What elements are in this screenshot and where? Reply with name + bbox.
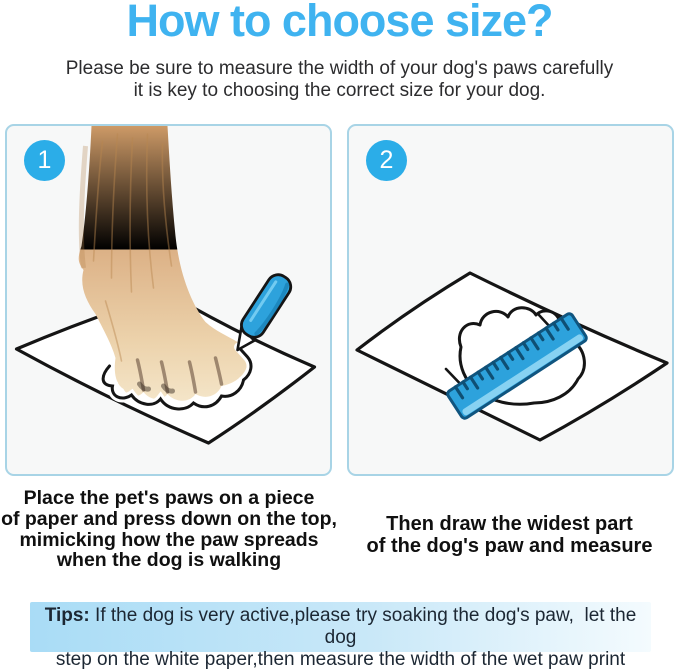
step-2-caption-line-1: Then draw the widest part xyxy=(386,513,633,535)
tips-line-1 xyxy=(30,605,651,649)
step-2-number-badge: 2 xyxy=(366,140,407,181)
tips-line-2: step on the white paper,then measure the width of the wet paw print xyxy=(55,649,626,670)
page-title: How to choose size? xyxy=(126,0,553,46)
step-1-number-badge: 1 xyxy=(24,140,65,181)
subtitle-line-1: Please be sure to measure the width of your dog's paws carefully xyxy=(65,58,614,79)
step-1-caption xyxy=(0,488,338,571)
subtitle-line-2: it is key to choosing the correct size for your dog. xyxy=(133,80,546,101)
step-1-illustration xyxy=(7,126,330,474)
tips-banner xyxy=(30,602,651,670)
step-1-caption-line-2: of paper and press down on the top, xyxy=(1,507,337,530)
step-1-caption-line-1: Place the pet's paws on a piece xyxy=(23,487,315,509)
subtitle xyxy=(0,58,679,102)
tips-line-1-text: If the dog is very active,please try soaking the dog's paw, let the dog xyxy=(89,605,642,648)
step-1-caption-line-4: when the dog is walking xyxy=(56,549,282,572)
tips-label: Tips: xyxy=(44,605,90,626)
step-1-caption-line-3: mimicking how the paw spreads xyxy=(19,528,319,551)
step-1-panel xyxy=(5,124,332,476)
step-2-panel xyxy=(347,124,674,476)
step-2-caption xyxy=(340,514,679,557)
step-2-illustration xyxy=(349,126,672,474)
step-2-caption-line-2: of the dog's paw and measure xyxy=(366,534,653,557)
